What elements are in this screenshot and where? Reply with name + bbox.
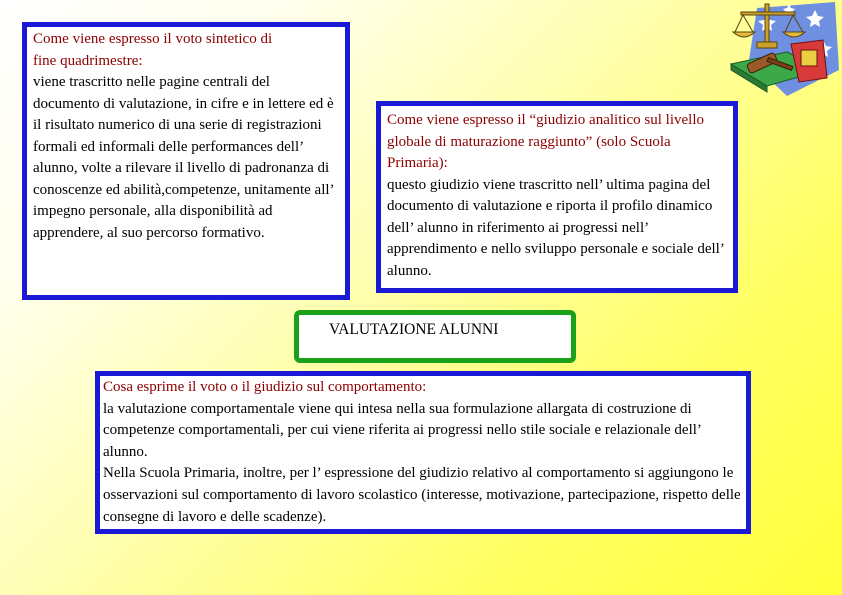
giudizio-analitico-box [376, 101, 738, 293]
giudizio-analitico-body: questo giudizio viene trascritto nell’ ultima pagina del documento di valutazione e riporta il profilo dinamico dell’ alunno in riferimento ai progressi nell’ apprendimento e nello sviluppo personale e sociale dell’ alunno. [387, 176, 724, 279]
comportamento-paragraph-2: Nella Scuola Primaria, inoltre, per l’ espressione del giudizio relativo al comportamento si aggiungono le osservazioni sul comportamento di lavoro scolastico (interesse, motivazione, partecipazione, rispetto delle consegne di lavoro e delle scadenze). [103, 465, 741, 525]
voto-sintetico-box [22, 22, 350, 300]
comportamento-paragraph-1: la valutazione comportamentale viene qui intesa nella sua formulazione allargata di costruzione di competenze comportamentali, per cui viene riferita ai progressi nello stile sociale e relazionale dell’ alunno. [103, 400, 701, 460]
page-title: VALUTAZIONE ALUNNI [329, 321, 499, 338]
voto-sintetico-heading-line2: fine quadrimestre: [33, 52, 143, 69]
voto-sintetico-body: viene trascritto nelle pagine centrali del documento di valutazione, in cifre e in lettere ed è il risultato numerico di una serie di registrazioni formali ed informali delle performances dell’ alunno, volte a rilevare il livello di padronanza di conoscenze ed abilità,competenze, unitamente all’ impegno personale, alla disponibilità ad apprendere, al suo percorso formativo. [33, 74, 334, 241]
voto-sintetico-heading-line1: Come viene espresso il voto sintetico di [33, 31, 273, 47]
justice-scales-gavel-icon [727, 0, 842, 102]
valutazione-alunni-title-box [294, 310, 576, 363]
comportamento-box [95, 371, 751, 534]
giudizio-analitico-heading: Come viene espresso il “giudizio analitico sul livello globale di maturazione raggiunto” (solo Scuola Primaria): [387, 112, 705, 171]
comportamento-heading: Cosa esprime il voto o il giudizio sul comportamento: [103, 379, 427, 395]
